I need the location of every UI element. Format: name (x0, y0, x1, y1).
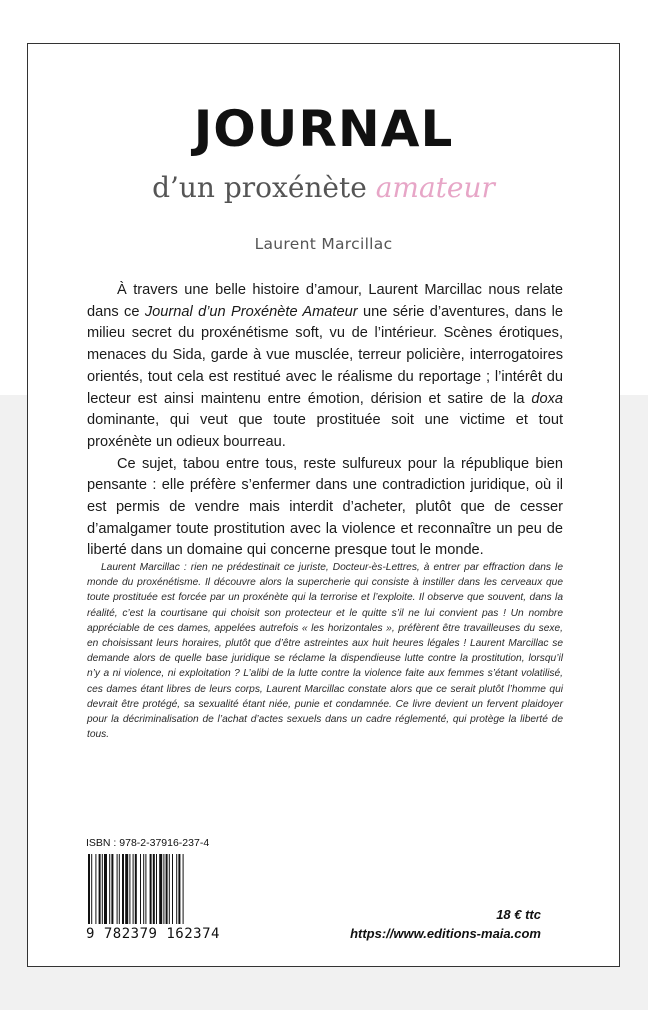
barcode-bar (125, 854, 128, 924)
barcode-bar (102, 854, 103, 924)
barcode-bar (169, 854, 170, 924)
price: 18 € ttc (496, 907, 541, 922)
book-title: JOURNAL (193, 100, 454, 158)
summary-p1-a: À travers une belle histoire d’amour, Laurent Marcillac nous relate dans ce (87, 282, 563, 320)
barcode-bar (183, 854, 184, 924)
barcode-bar (140, 854, 141, 924)
barcode-bar (145, 854, 146, 924)
barcode-bar (163, 854, 164, 924)
barcode-bar (88, 854, 90, 924)
summary (87, 280, 563, 562)
summary-doxa: doxa (531, 390, 563, 407)
barcode-bar (109, 854, 110, 924)
barcode-bar (166, 854, 168, 924)
summary-p1-c: dominante, qui veut que toute prostituée soit une victime et tout proxénète un odieux bourreau. (87, 412, 563, 450)
barcode-bar (143, 854, 144, 924)
barcode-bar (104, 854, 107, 924)
barcode-bar (156, 854, 157, 924)
barcode-bar (117, 854, 118, 924)
author-name: Laurent Marcillac (254, 235, 393, 253)
barcode-bar (133, 854, 134, 924)
barcode-bar (95, 854, 96, 924)
book-subtitle (28, 171, 619, 204)
isbn: ISBN : 978-2-37916-237-4 (86, 837, 210, 849)
author-bio: Laurent Marcillac : rien ne prédestinait ce juriste, Docteur-ès-Lettres, à entrer par effraction dans le monde du proxénétisme. Il découvre alors la supercherie qui consiste à instiller dans les cerveaux que toute prostituée est forcée par un proxénète qui la terrorise et l’exploite. Il observe que souvent, dans la réalité, c’est la courtisane qui choisit son protecteur et le quitte s’il ne lui convient pas ! Un nombre appréciable de ces dames, appelées autrefois « les horizontales », préfèrent être travailleuses du sexe, en choisissant leurs horaires, plutôt que d’être astreintes aux huit heures légales ! Laurent Marcillac se demande alors de quelle base juridique se réclame la dispendieuse lutte contre la prostitution, lorsqu’il n’y a ni violence, ni exploitation ? L’alibi de la lutte contre la violence faite aux femmes s’étant volatilisé, ces dames étant libres de leurs corps, Laurent Marcillac constate alors que ce serait plutôt l’homme qui devrait être protégé, sa sexualité étant niée, punie et condamnée. Ce livre devient un fervent plaidoyer pour la décriminalisation de l’achat d’actes sexuels dans un cadre réglementé, qui protège la liberté de tous. (87, 562, 563, 741)
barcode-bar (178, 854, 180, 924)
barcode-bar (150, 854, 152, 924)
barcode-bar (129, 854, 130, 924)
subtitle-main: d’un proxénète (152, 171, 376, 204)
barcode-bar (99, 854, 101, 924)
summary-paragraph-1 (87, 280, 563, 454)
barcode-bar (153, 854, 155, 924)
barcode-number: 9 782379 162374 (86, 926, 220, 942)
barcode-bar (176, 854, 177, 924)
back-cover (27, 43, 620, 967)
publisher-url: https://www.editions-maia.com (350, 926, 541, 941)
barcode-bar (172, 854, 173, 924)
barcode-bar (122, 854, 124, 924)
barcode-bar (91, 854, 92, 924)
barcode-bar (159, 854, 162, 924)
barcode-bar (119, 854, 120, 924)
barcode (87, 854, 214, 924)
summary-book-title: Journal d’un Proxénète Amateur (144, 303, 358, 320)
subtitle-accent: amateur (375, 171, 495, 204)
barcode-bar (111, 854, 113, 924)
summary-p1-b: une série d’aventures, dans le milieu secret du proxénétisme soft, vu de l’intérieur. Scènes érotiques, menaces du Sida, garde à vue musclée, terreur policière, interrogatoires orientés, tout cela est restitué avec le réalisme du reportage ; l’intérêt du lecteur est ainsi maintenu entre émotion, dérision et satire de la (87, 303, 563, 407)
summary-paragraph-2: Ce sujet, tabou entre tous, reste sulfureux pour la république bien pensante : elle préfère s’enfermer dans une contradiction juridique, où il est permis de vendre mais interdit d’acheter, plutôt que de cesser d’amalgamer toute prostitution avec la violence et reconnaître un peu de liberté dans un domaine qui concerne presque tout le monde. (87, 455, 563, 559)
barcode-bar (135, 854, 137, 924)
